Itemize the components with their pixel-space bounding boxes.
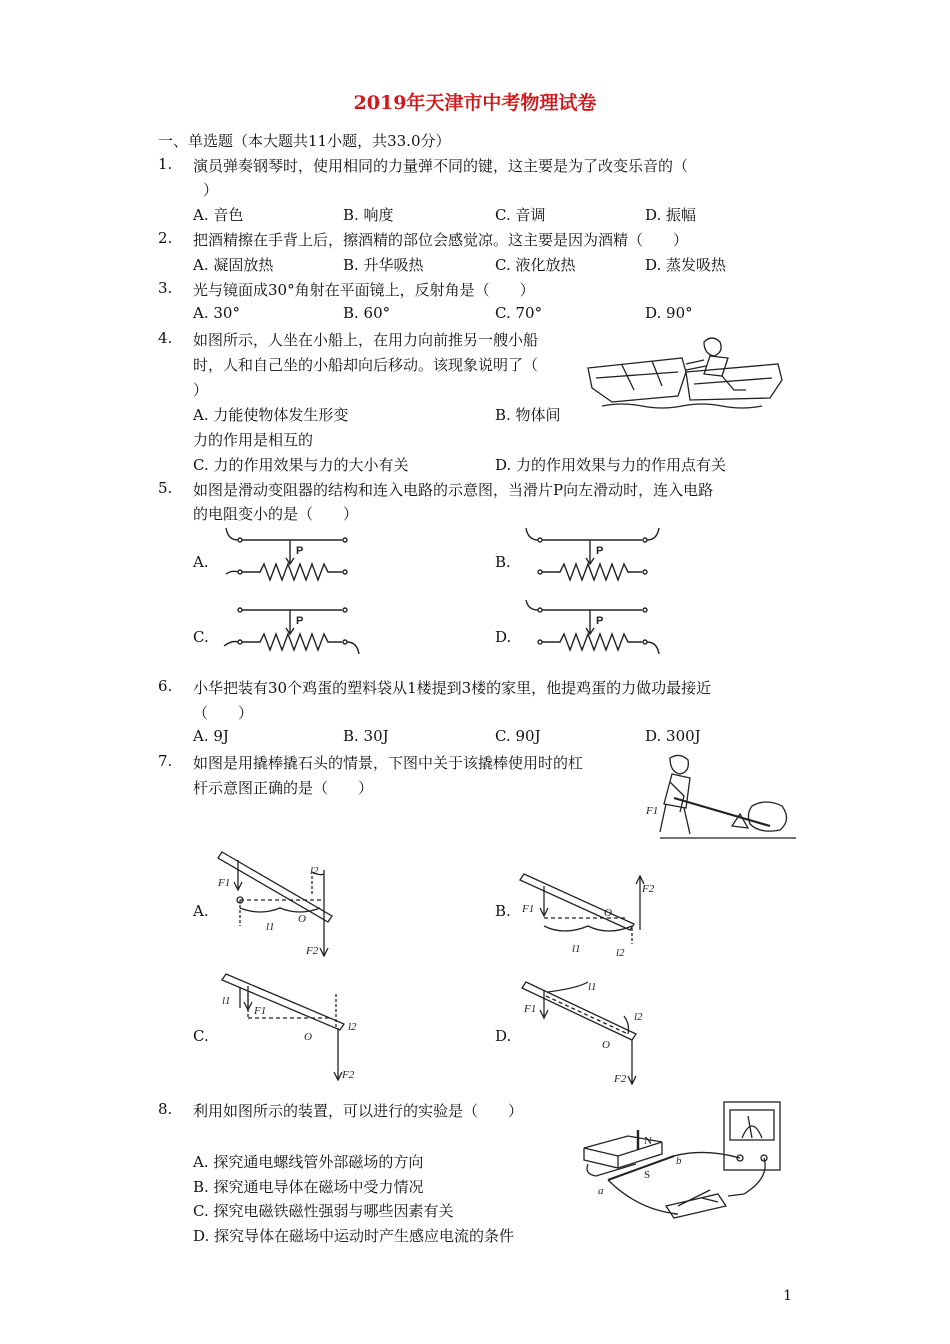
question-1-number: 1. [158, 155, 173, 173]
question-7-option-a: A. [193, 902, 209, 920]
question-6-option-d: D. 300J [645, 727, 701, 745]
lever-d-label-l2: l2 [634, 1011, 643, 1023]
lever-b-label-l2: l2 [616, 947, 625, 959]
question-6-option-b: B. 30J [343, 727, 389, 745]
lever-a-figure [214, 846, 344, 964]
page-number: 1 [783, 1288, 792, 1304]
crowbar-scene-figure [640, 752, 800, 844]
question-6-text: 小华把装有30个鸡蛋的塑料袋从1楼提到3楼的家里，他提鸡蛋的力做功最接近 [193, 679, 712, 697]
question-4-text-2: 时，人和自己坐的小船却向后移动。该现象说明了（ [193, 356, 539, 374]
question-7-number: 7. [158, 752, 173, 770]
apparatus-label-b: b [676, 1155, 682, 1167]
question-3-option-d: D. 90° [645, 304, 693, 322]
question-1-option-a: A. 音色 [193, 206, 244, 224]
question-3-number: 3. [158, 279, 173, 297]
question-4-text: 如图所示，人坐在小船上，在用力向前推另一艘小船 [193, 331, 539, 349]
question-2-option-b: B. 升华吸热 [343, 256, 424, 274]
lever-d-label-f1: F1 [524, 1003, 537, 1015]
question-1-text-cont: ） [203, 181, 219, 199]
question-3-text: 光与镜面成30°角射在平面镜上，反射角是（ ） [193, 281, 535, 299]
question-6-text-2: （ ） [193, 704, 254, 722]
lever-c-label-o: O [304, 1031, 312, 1043]
question-5-option-d: D. [495, 628, 512, 646]
lever-d-label-o: O [602, 1039, 610, 1051]
lever-b-label-o: O [604, 907, 612, 919]
rheostat-a-label-p: P [296, 545, 304, 557]
rheostat-c-figure [222, 600, 372, 658]
question-5-option-c: C. [193, 628, 209, 646]
lever-b-label-l1: l1 [572, 943, 581, 955]
lever-a-label-l2: l2 [310, 865, 319, 877]
rheostat-a-figure [222, 526, 372, 584]
lever-c-label-f2: F2 [342, 1069, 355, 1081]
lever-a-label-l1: l1 [266, 921, 275, 933]
question-3-option-a: A. 30° [193, 304, 240, 322]
question-5-text-2: 的电阻变小的是（ ） [193, 505, 359, 523]
rheostat-b-figure [522, 526, 672, 584]
question-2-option-d: D. 蒸发吸热 [645, 256, 727, 274]
question-6-option-a: A. 9J [193, 727, 229, 745]
question-8-number: 8. [158, 1100, 173, 1118]
question-8-option-d: D. 探究导体在磁场中运动时产生感应电流的条件 [193, 1227, 515, 1245]
question-8-text: 利用如图所示的装置，可以进行的实验是（ ） [193, 1102, 524, 1120]
lever-c-label-l1: l1 [222, 995, 231, 1007]
lever-c-figure [218, 968, 362, 1086]
question-5-number: 5. [158, 479, 173, 497]
lever-d-label-f2: F2 [614, 1073, 627, 1085]
question-1-option-d: D. 振幅 [645, 206, 697, 224]
question-8-option-b: B. 探究通电导体在磁场中受力情况 [193, 1178, 424, 1196]
lever-b-label-f2: F2 [642, 883, 655, 895]
lever-d-label-l1: l1 [588, 981, 597, 993]
question-1-text: 演员弹奏钢琴时，使用相同的力量弹不同的键，这主要是为了改变乐音的（ [193, 157, 689, 175]
lever-a-label-f1: F1 [218, 877, 231, 889]
lever-b-label-f1: F1 [522, 903, 535, 915]
lever-a-label-o: O [298, 913, 306, 925]
question-8-option-a: A. 探究通电螺线管外部磁场的方向 [193, 1153, 424, 1171]
question-5-text: 如图是滑动变阻器的结构和连入电路的示意图，当滑片P向左滑动时，连入电路 [193, 481, 714, 499]
apparatus-label-n: N [644, 1135, 652, 1147]
rheostat-d-label-p: P [596, 615, 604, 627]
induction-apparatus-figure [578, 1098, 800, 1222]
question-7-text: 如图是用撬棒撬石头的情景，下图中关于该撬棒使用时的杠 [193, 754, 584, 772]
question-7-option-c: C. [193, 1027, 209, 1045]
section-heading: 一、单选题（本大题共11小题，共33.0分） [158, 132, 451, 150]
question-4-text-3: ） [193, 381, 209, 399]
question-7-option-b: B. [495, 902, 511, 920]
lever-a-label-f2: F2 [306, 945, 319, 957]
rheostat-d-figure [522, 600, 672, 658]
question-4-option-c: C. 力的作用效果与力的大小有关 [193, 456, 409, 474]
question-4-option-a: A. 力能使物体发生形变 [193, 406, 349, 424]
question-7-option-d: D. [495, 1027, 512, 1045]
question-1-option-c: C. 音调 [495, 206, 546, 224]
question-2-option-c: C. 液化放热 [495, 256, 576, 274]
apparatus-label-a: a [598, 1185, 604, 1197]
lever-b-figure [516, 868, 656, 960]
page-title: 2019年天津市中考物理试卷 [353, 92, 597, 114]
question-4-option-d: D. 力的作用效果与力的作用点有关 [495, 456, 727, 474]
question-2-option-a: A. 凝固放热 [193, 256, 274, 274]
question-2-number: 2. [158, 229, 173, 247]
question-5-option-b: B. [495, 553, 511, 571]
lever-d-figure [518, 976, 658, 1088]
boat-figure [582, 328, 792, 410]
rheostat-c-label-p: P [296, 615, 304, 627]
question-1-option-b: B. 响度 [343, 206, 394, 224]
lever-c-label-l2: l2 [348, 1021, 357, 1033]
apparatus-label-s: S [644, 1169, 651, 1181]
question-8-option-c: C. 探究电磁铁磁性强弱与哪些因素有关 [193, 1202, 454, 1220]
question-4-number: 4. [158, 329, 173, 347]
question-2-text: 把酒精擦在手背上后，擦酒精的部位会感觉凉。这主要是因为酒精（ ） [193, 231, 689, 249]
question-7-text-2: 杆示意图正确的是（ ） [193, 779, 374, 797]
question-3-option-c: C. 70° [495, 304, 543, 322]
lever-c-label-f1: F1 [254, 1005, 267, 1017]
question-6-option-c: C. 90J [495, 727, 541, 745]
scene-label-f1: F1 [646, 805, 659, 817]
rheostat-b-label-p: P [596, 545, 604, 557]
question-3-option-b: B. 60° [343, 304, 391, 322]
question-4-option-b-cont: 力的作用是相互的 [193, 431, 314, 449]
question-5-option-a: A. [193, 553, 209, 571]
question-6-number: 6. [158, 677, 173, 695]
question-4-option-b: B. 物体间 [495, 406, 561, 424]
